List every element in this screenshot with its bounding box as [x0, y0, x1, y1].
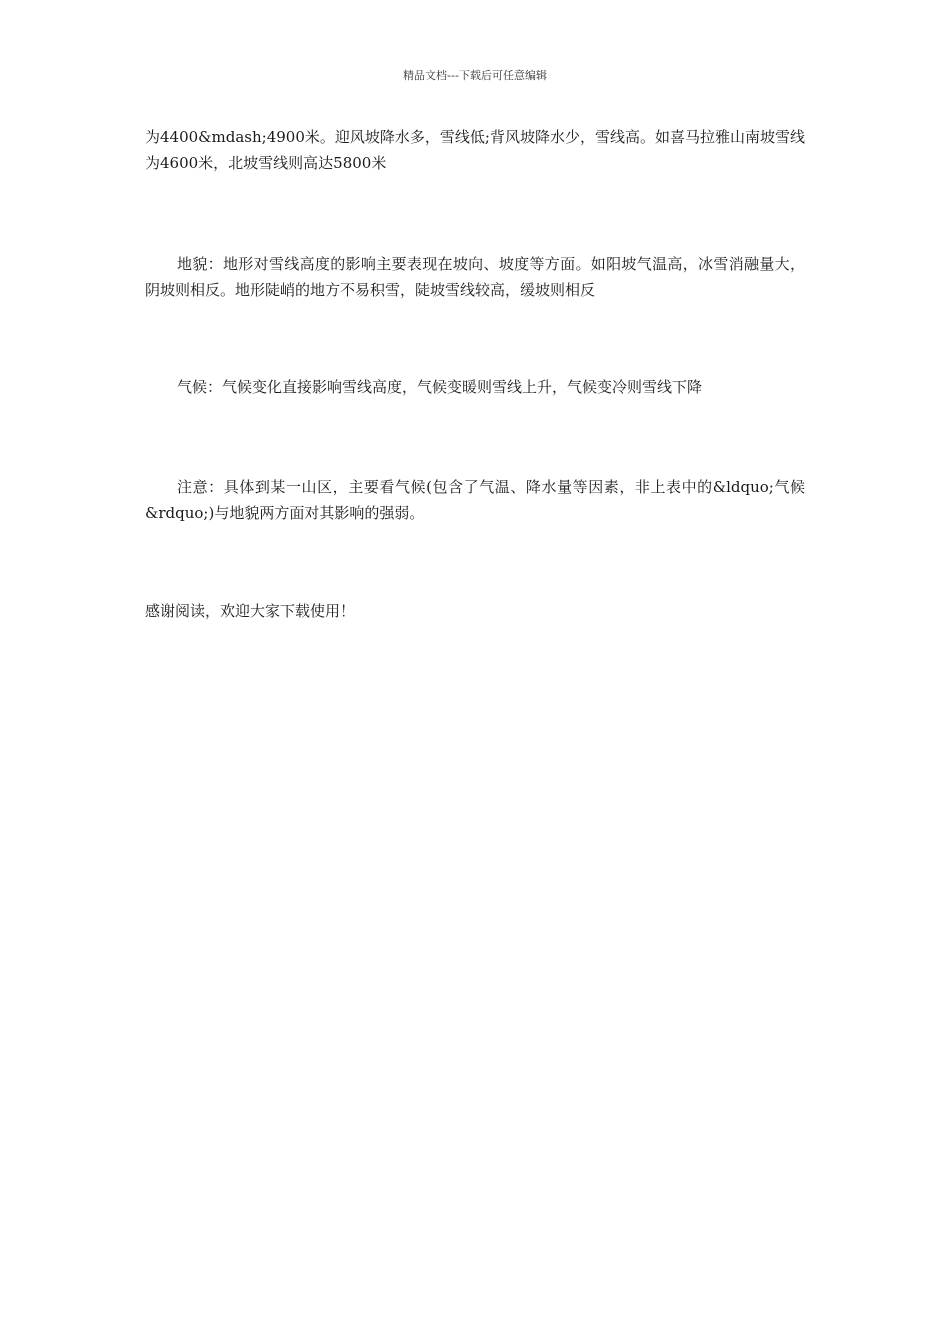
page-header: 精品文档---下载后可任意编辑: [403, 69, 547, 82]
paragraph-landform: 地貌：地形对雪线高度的影响主要表现在坡向、坡度等方面。如阳坡气温高，冰雪消融量大，阴坡则相反。地形陡峭的地方不易积雪，陡坡雪线较高，缓坡则相反: [145, 255, 805, 299]
paragraph-climate: 气候：气候变化直接影响雪线高度，气候变暖则雪线上升，气候变冷则雪线下降: [177, 378, 703, 396]
paragraph-thanks: 感谢阅读，欢迎大家下载使用！: [145, 602, 356, 620]
paragraph-snowline-range: 为4400&mdash;4900米。迎风坡降水多，雪线低;背风坡降水少，雪线高。如喜马拉雅山南坡雪线为4600米，北坡雪线则高达5800米: [145, 128, 805, 172]
paragraph-note: 注意：具体到某一山区，主要看气候(包含了气温、降水量等因素，非上表中的&ldquo;气候&rdquo;)与地貌两方面对其影响的强弱。: [145, 478, 805, 522]
